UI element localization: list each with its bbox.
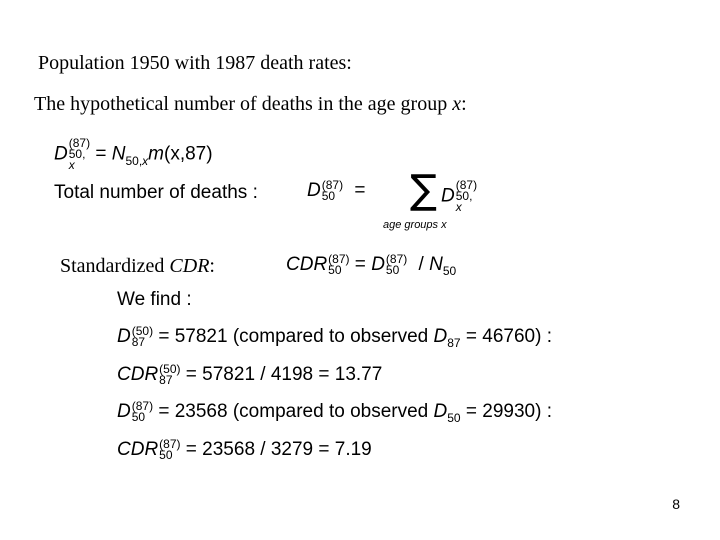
heading-population — [38, 52, 352, 75]
eq1-sup: (87) — [68, 136, 91, 150]
result-obs-sub: 87 — [447, 336, 461, 351]
heading-population-text: Population 1950 with 1987 death rates: — [38, 52, 352, 74]
total-d2: D — [441, 185, 455, 207]
result-rhs: = 57821 / 4198 = 13.77 — [185, 364, 383, 386]
result-lhs: D — [117, 401, 131, 423]
result-obs-sub: 50 — [447, 411, 461, 426]
std-suffix: : — [209, 255, 215, 277]
result-obs-var: D — [433, 326, 448, 348]
result-supsub — [159, 439, 180, 461]
result-lhs: CDR — [117, 364, 159, 386]
std-d: D — [371, 254, 385, 276]
total-deaths-equation — [307, 180, 365, 202]
result-supsub — [132, 401, 153, 423]
std-n-sub: 50 — [442, 264, 457, 279]
equation-deaths-age-group — [54, 138, 213, 171]
eq1-supsub — [69, 138, 90, 171]
total-d: D — [307, 180, 321, 202]
total-deaths-label — [54, 182, 258, 204]
result-sub: 50 — [159, 448, 173, 462]
heading-hypothetical — [34, 93, 467, 116]
eq1-sub: 50, — [68, 147, 86, 161]
std-n: N — [429, 254, 443, 276]
result-rhs: = 23568 (compared to observed — [158, 401, 434, 423]
we-find-label — [117, 289, 192, 311]
eq1-args: (x,87) — [164, 143, 213, 165]
result-obs-val: = 46760) : — [460, 326, 552, 348]
eq1-subvar: x — [68, 158, 75, 172]
total2-supsub — [456, 180, 477, 213]
result-sup: (87) — [131, 399, 154, 413]
std-cdr: CDR — [286, 254, 328, 276]
std-equals: = — [354, 254, 366, 276]
eq1-d: D — [54, 143, 68, 165]
eq1-nsub — [125, 154, 148, 168]
heading-hypothetical-var: x — [452, 93, 462, 115]
standardized-cdr-label — [60, 255, 215, 278]
result-lhs: D — [117, 326, 131, 348]
heading-hypothetical-text: The hypothetical number of deaths in the age group — [34, 93, 453, 115]
result-sub: 87 — [131, 335, 146, 349]
result-sub: 87 — [159, 373, 173, 387]
result-sub: 50 — [131, 410, 146, 424]
sum-sign: ∑ — [410, 167, 437, 213]
result-sup: (50) — [159, 362, 181, 376]
total2-sup: (87) — [455, 178, 478, 192]
total-sup: (87) — [321, 178, 344, 192]
standardized-cdr-equation — [286, 252, 457, 279]
std-d-supsub — [386, 254, 407, 276]
total-equals: = — [354, 180, 366, 202]
result-rhs: = 57821 (compared to observed — [158, 326, 434, 348]
std-d-sub: 50 — [385, 263, 400, 277]
total2-subvar: x — [455, 200, 462, 214]
eq1-nsub-var: x — [142, 153, 149, 168]
we-find-text: We find : — [117, 289, 192, 310]
total-deaths-summand — [441, 180, 477, 213]
summation-symbol — [410, 167, 437, 213]
std-sup: (87) — [328, 252, 350, 266]
summation-under-label — [383, 219, 447, 231]
total2-sub: 50, — [455, 189, 473, 203]
std-supsub — [328, 254, 349, 276]
std-sub: 50 — [328, 263, 342, 277]
result-obs-val: = 29930) : — [460, 401, 552, 423]
total-supsub — [322, 180, 343, 202]
page-number: 8 — [672, 496, 680, 512]
result-row — [117, 439, 372, 461]
result-rhs: = 23568 / 3279 = 7.19 — [185, 439, 372, 461]
result-lhs: CDR — [117, 439, 159, 461]
eq1-equals: = — [95, 143, 107, 165]
result-sup: (87) — [159, 437, 181, 451]
result-row — [117, 364, 382, 386]
std-prefix: Standardized — [60, 255, 170, 277]
result-sup: (50) — [131, 324, 154, 338]
eq1-m: m — [148, 143, 164, 165]
result-row — [117, 324, 552, 351]
std-var: CDR — [169, 255, 210, 277]
result-row — [117, 399, 552, 426]
result-obs-var: D — [433, 401, 448, 423]
std-d-sup: (87) — [385, 252, 408, 266]
total-sub: 50 — [321, 189, 336, 203]
sum-under-text: age groups x — [383, 219, 447, 231]
heading-hypothetical-colon: : — [461, 93, 467, 115]
result-supsub — [159, 364, 180, 386]
std-slash: / — [418, 254, 424, 276]
total-deaths-label-text: Total number of deaths : — [54, 182, 258, 203]
eq1-nsub-num: 50, — [125, 153, 143, 168]
result-supsub — [132, 326, 153, 348]
eq1-n: N — [111, 143, 126, 165]
